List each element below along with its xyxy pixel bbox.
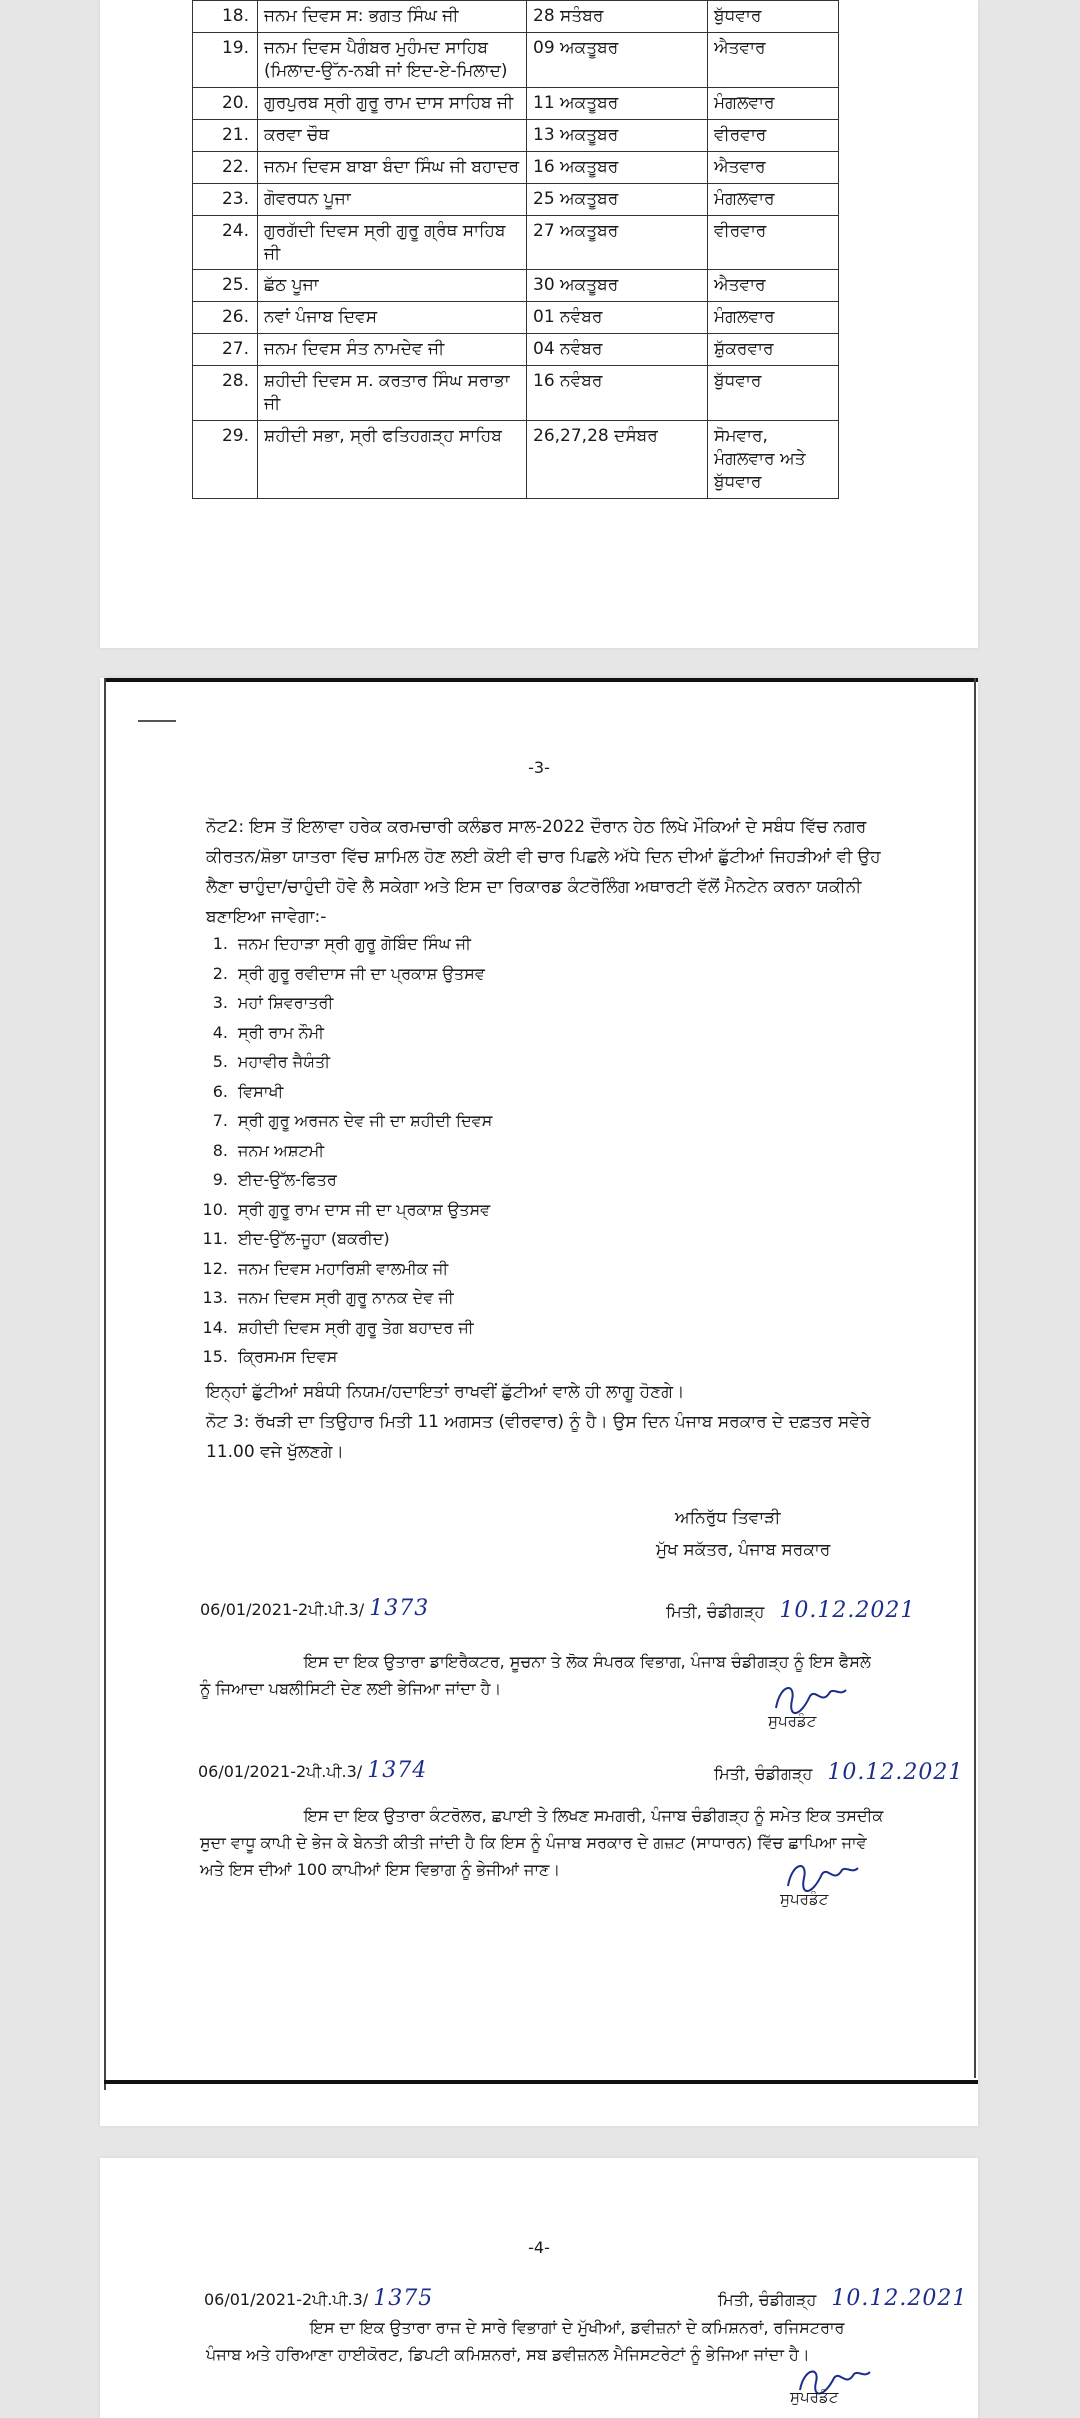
table-row <box>193 334 839 366</box>
date-handwritten: 10.12.2021 <box>827 1760 964 1785</box>
list-item <box>202 1313 492 1343</box>
ref-number-prefix: 06/01/2021-2ਪੀ.ਪੀ.3/ <box>198 1762 363 1781</box>
table-row <box>193 270 839 302</box>
ref-number-handwritten: 1374 <box>367 1758 428 1783</box>
list-item-text: ਸ੍ਰੀ ਰਾਮ ਨੌਮੀ <box>238 1022 324 1042</box>
list-item-number: 4. <box>212 1022 228 1042</box>
table-row <box>193 151 839 183</box>
ref-number-handwritten: 1373 <box>369 1596 430 1621</box>
list-item <box>202 1136 492 1166</box>
list-item-text: ਸ੍ਰੀ ਗੁਰੂ ਅਰਜਨ ਦੇਵ ਜੀ ਦਾ ਸ਼ਹੀਦੀ ਦਿਵਸ <box>238 1111 493 1130</box>
list-item-text: ਕ੍ਰਿਸਮਸ ਦਿਵਸ <box>238 1347 338 1366</box>
rules-line: ਇਨ੍ਹਾਂ ਛੁੱਟੀਆਂ ਸਬੰਧੀ ਨਿਯਮ/ਹਦਾਇਤਾਂ ਰਾਖਵੀਂ ਛੁੱਟੀਆਂ ਵਾਲੇ ਹੀ ਲਾਗੂ ਹੋਣਗੇ। <box>206 1382 685 1402</box>
holiday-weekday: ਮੰਗਲਵਾਰ <box>708 183 839 215</box>
holiday-weekday: ਵੀਰਵਾਰ <box>708 119 839 151</box>
date-handwritten: 10.12.2021 <box>779 1598 916 1623</box>
holiday-weekday: ਬੁੱਧਵਾਰ <box>708 1 839 33</box>
holiday-name: ਸ਼ਹੀਦੀ ਸਭਾ, ਸ੍ਰੀ ਫਤਿਹਗੜ੍ਹ ਸਾਹਿਬ <box>258 421 527 499</box>
endorsement-2-superintendent: ਸੁਪਰਡੰਟ <box>780 1890 829 1908</box>
holiday-name: ਜਨਮ ਦਿਵਸ ਪੈਗੰਬਰ ਮੁਹੰਮਦ ਸਾਹਿਬ (ਮਿਲਾਦ-ਉੱਨ-ਨਬੀ ਜਾਂ ਇਦ-ਏ-ਮਿਲਾਦ) <box>258 32 527 87</box>
endorsement-2-ref <box>198 1758 427 1783</box>
list-item-text: ਮਹਾਵੀਰ ਜੈਯੰਤੀ <box>238 1052 331 1071</box>
list-item <box>202 1283 492 1313</box>
holiday-date: 25 ਅਕਤੂਬਰ <box>527 183 708 215</box>
holiday-date: 11 ਅਕਤੂਬਰ <box>527 87 708 119</box>
list-item <box>202 1106 492 1136</box>
list-item-number: 9. <box>212 1170 228 1189</box>
holiday-weekday: ਵੀਰਵਾਰ <box>708 215 839 270</box>
list-item-text: ਈਦ-ਉੱਲ-ਫਿਤਰ <box>238 1170 337 1189</box>
holiday-weekday: ਸ਼ੁੱਕਰਵਾਰ <box>708 334 839 366</box>
endorsement-3-superintendent: ਸੁਪਰਡੰਟ <box>790 2388 839 2406</box>
row-number: 18. <box>193 1 258 33</box>
holiday-name: ਜਨਮ ਦਿਵਸ ਸ: ਭਗਤ ਸਿੰਘ ਜੀ <box>258 1 527 33</box>
signatory-title: ਮੁੱਖ ਸਕੱਤਰ, ਪੰਜਾਬ ਸਰਕਾਰ <box>656 1540 831 1560</box>
row-number: 28. <box>193 366 258 421</box>
holiday-name: ਜਨਮ ਦਿਵਸ ਬਾਬਾ ਬੰਦਾ ਸਿੰਘ ਜੀ ਬਹਾਦਰ <box>258 151 527 183</box>
list-item <box>202 1165 492 1195</box>
holiday-name: ਛੱਠ ਪੂਜਾ <box>258 270 527 302</box>
endorsement-1-text: ਇਸ ਦਾ ਇਕ ਉਤਾਰਾ ਡਾਇਰੈਕਟਰ, ਸੂਚਨਾ ਤੇ ਲੋਕ ਸੰਪਰਕ ਵਿਭਾਗ, ਪੰਜਾਬ ਚੰਡੀਗੜ੍ਹ ਨੂੰ ਇਸ ਫੈਸਲੇ ਨੂੰ ਜਿਆਦਾ ਪਬਲੀਸਿਟੀ ਦੇਣ ਲਈ ਭੇਜਿਆ ਜਾਂਦਾ ਹੈ। <box>200 1652 871 1698</box>
holiday-date: 01 ਨਵੰਬਰ <box>527 302 708 334</box>
page-border-top <box>104 678 978 682</box>
row-number: 24. <box>193 215 258 270</box>
holiday-weekday: ਐਤਵਾਰ <box>708 32 839 87</box>
list-item-text: ਜਨਮ ਦਿਵਸ ਸ੍ਰੀ ਗੁਰੂ ਨਾਨਕ ਦੇਵ ਜੀ <box>238 1288 454 1307</box>
list-item-text: ਸ੍ਰੀ ਗੁਰੂ ਰਵੀਦਾਸ ਜੀ ਦਾ ਪ੍ਰਕਾਸ਼ ਉਤਸਵ <box>238 963 485 983</box>
holiday-weekday: ਐਤਵਾਰ <box>708 270 839 302</box>
row-number: 23. <box>193 183 258 215</box>
list-item <box>202 929 492 959</box>
table-row <box>193 366 839 421</box>
ref-number-prefix: 06/01/2021-2ਪੀ.ਪੀ.3/ <box>200 1600 365 1619</box>
list-item-number: 13. <box>202 1288 228 1307</box>
table-row <box>193 119 839 151</box>
document-page-4 <box>100 2158 978 2418</box>
endorsement-1-date <box>666 1598 915 1623</box>
page-number: -4- <box>528 2238 550 2257</box>
list-item-text: ਜਨਮ ਅਸ਼ਟਮੀ <box>238 1140 325 1160</box>
list-item <box>202 1342 492 1372</box>
list-item-number: 7. <box>212 1111 228 1130</box>
list-item-number: 8. <box>212 1140 228 1160</box>
holiday-date: 04 ਨਵੰਬਰ <box>527 334 708 366</box>
list-item-text: ਵਿਸਾਖੀ <box>238 1081 284 1101</box>
holiday-name: ਗੋਵਰਧਨ ਪੂਜਾ <box>258 183 527 215</box>
holiday-date: 27 ਅਕਤੂਬਰ <box>527 215 708 270</box>
table-row <box>193 215 839 270</box>
holiday-weekday: ਐਤਵਾਰ <box>708 151 839 183</box>
holiday-weekday: ਮੰਗਲਵਾਰ <box>708 87 839 119</box>
row-number: 22. <box>193 151 258 183</box>
holiday-weekday: ਬੁੱਧਵਾਰ <box>708 366 839 421</box>
holiday-name: ਕਰਵਾ ਚੌਥ <box>258 119 527 151</box>
list-item-text: ਈਦ-ਉੱਲ-ਜੂਹਾ (ਬਕਰੀਦ) <box>238 1229 390 1248</box>
endorsement-3-ref <box>204 2286 433 2311</box>
list-item <box>202 1195 492 1225</box>
row-number: 27. <box>193 334 258 366</box>
list-item-text: ਜਨਮ ਦਿਹਾੜਾ ਸ੍ਰੀ ਗੁਰੂ ਗੋਬਿੰਦ ਸਿੰਘ ਜੀ <box>238 934 471 953</box>
page-border-left <box>104 678 106 2090</box>
list-item-number: 11. <box>202 1229 228 1248</box>
list-item <box>202 1047 492 1077</box>
holiday-name: ਗੁਰਪੁਰਬ ਸ੍ਰੀ ਗੁਰੂ ਰਾਮ ਦਾਸ ਸਾਹਿਬ ਜੀ <box>258 87 527 119</box>
list-item-number: 15. <box>202 1347 228 1366</box>
table-row <box>193 302 839 334</box>
holiday-date: 09 ਅਕਤੂਬਰ <box>527 32 708 87</box>
holiday-table <box>192 0 839 499</box>
row-number: 20. <box>193 87 258 119</box>
table-row <box>193 87 839 119</box>
holiday-name: ਗੁਰਗੱਦੀ ਦਿਵਸ ਸ੍ਰੀ ਗੁਰੂ ਗ੍ਰੰਥ ਸਾਹਿਬ ਜੀ <box>258 215 527 270</box>
list-item-number: 14. <box>202 1317 228 1337</box>
holiday-date: 26,27,28 ਦਸੰਬਰ <box>527 421 708 499</box>
row-number: 21. <box>193 119 258 151</box>
row-number: 26. <box>193 302 258 334</box>
list-item <box>202 1224 492 1254</box>
list-item-text: ਜਨਮ ਦਿਵਸ ਮਹਾਰਿਸ਼ੀ ਵਾਲਮੀਕ ਜੀ <box>238 1258 449 1278</box>
list-item-number: 3. <box>212 993 228 1012</box>
page-border-bottom <box>104 2080 978 2084</box>
scan-mark <box>138 720 176 722</box>
list-item-number: 1. <box>212 934 228 953</box>
list-item <box>202 1018 492 1048</box>
row-number: 25. <box>193 270 258 302</box>
holiday-name: ਜਨਮ ਦਿਵਸ ਸੰਤ ਨਾਮਦੇਵ ਜੀ <box>258 334 527 366</box>
table-row <box>193 183 839 215</box>
signatory-name: ਅਨਿਰੁੱਧ ਤਿਵਾੜੀ <box>675 1508 781 1528</box>
date-place: ਮਿਤੀ, ਚੰਡੀਗੜ੍ਹ <box>718 2290 817 2309</box>
date-handwritten: 10.12.2021 <box>831 2286 968 2311</box>
holiday-date: 28 ਸਤੰਬਰ <box>527 1 708 33</box>
holiday-weekday: ਮੰਗਲਵਾਰ <box>708 302 839 334</box>
holiday-name: ਸ਼ਹੀਦੀ ਦਿਵਸ ਸ. ਕਰਤਾਰ ਸਿੰਘ ਸਰਾਭਾ ਜੀ <box>258 366 527 421</box>
table-row <box>193 421 839 499</box>
page-border-right <box>974 678 976 2078</box>
holiday-date: 16 ਅਕਤੂਬਰ <box>527 151 708 183</box>
list-item-text: ਸ਼ਹੀਦੀ ਦਿਵਸ ਸ੍ਰੀ ਗੁਰੂ ਤੇਗ ਬਹਾਦਰ ਜੀ <box>238 1317 474 1337</box>
ref-number-prefix: 06/01/2021-2ਪੀ.ਪੀ.3/ <box>204 2290 369 2309</box>
endorsement-3-text: ਇਸ ਦਾ ਇਕ ਉਤਾਰਾ ਰਾਜ ਦੇ ਸਾਰੇ ਵਿਭਾਗਾਂ ਦੇ ਮੁੱਖੀਆਂ, ਡਵੀਜ਼ਨਾਂ ਦੇ ਕਮਿਸ਼ਨਰਾਂ, ਰਜਿਸਟਰਾਰ ਪੰਜਾਬ ਅਤੇ ਹਰਿਆਣਾ ਹਾਈਕੋਰਟ, ਡਿਪਟੀ ਕਮਿਸ਼ਨਰਾਂ, ਸਬ ਡਵੀਜ਼ਨਲ ਮੈਜਿਸਟਰੇਟਾਂ ਨੂੰ ਭੇਜਿਆ ਜਾਂਦਾ ਹੈ। <box>206 2318 845 2364</box>
list-item <box>202 1077 492 1107</box>
list-item-number: 6. <box>212 1081 228 1101</box>
page-number: -3- <box>528 758 550 777</box>
note-2-paragraph: ਨੋਟ2: ਇਸ ਤੋਂ ਇਲਾਵਾ ਹਰੇਕ ਕਰਮਚਾਰੀ ਕਲੰਡਰ ਸਾਲ-2022 ਦੌਰਾਨ ਹੇਠ ਲਿਖੇ ਮੌਕਿਆਂ ਦੇ ਸਬੰਧ ਵਿੱਚ ਨਗਰ ਕੀਰਤਨ/ਸ਼ੋਭਾ ਯਾਤਰਾ ਵਿੱਚ ਸ਼ਾਮਿਲ ਹੋਣ ਲਈ ਕੋਈ ਵੀ ਚਾਰ ਪਿਛਲੇ ਅੱਧੇ ਦਿਨ ਦੀਆਂ ਛੁੱਟੀਆਂ ਜਿਹੜੀਆਂ ਵੀ ਉਹ ਲੈਣਾ ਚਾਹੁੰਦਾ/ਚਾਹੁੰਦੀ ਹੋਵੇ ਲੈ ਸਕੇਗਾ ਅਤੇ ਇਸ ਦਾ ਰਿਕਾਰਡ ਕੰਟਰੋਲਿੰਗ ਅਥਾਰਟੀ ਵੱਲੋਂ ਮੈਨਟੇਨ ਕਰਨਾ ਯਕੀਨੀ ਬਣਾਇਆ ਜਾਵੇਗਾ:- <box>206 817 881 927</box>
endorsement-2-date <box>714 1760 963 1785</box>
document-page-3 <box>100 678 978 2126</box>
row-number: 19. <box>193 32 258 87</box>
note-3-paragraph: ਨੋਟ 3: ਰੱਖੜੀ ਦਾ ਤਿਉਹਾਰ ਮਿਤੀ 11 ਅਗਸਤ (ਵੀਰਵਾਰ) ਨੂੰ ਹੈ। ਉਸ ਦਿਨ ਪੰਜਾਬ ਸਰਕਾਰ ਦੇ ਦਫ਼ਤਰ ਸਵੇਰੇ 11.00 ਵਜੇ ਖੁੱਲਣਗੇ। <box>206 1412 871 1462</box>
occasion-list <box>202 929 492 1372</box>
date-place: ਮਿਤੀ, ਚੰਡੀਗੜ੍ਹ <box>714 1764 813 1783</box>
list-item-number: 2. <box>212 963 228 983</box>
holiday-weekday: ਸੋਮਵਾਰ, ਮੰਗਲਵਾਰ ਅਤੇ ਬੁੱਧਵਾਰ <box>708 421 839 499</box>
table-row <box>193 32 839 87</box>
list-item-number: 10. <box>202 1199 228 1219</box>
endorsement-2-text: ਇਸ ਦਾ ਇਕ ਉਤਾਰਾ ਕੰਟਰੋਲਰ, ਛਪਾਈ ਤੇ ਲਿਖਣ ਸਮਗਰੀ, ਪੰਜਾਬ ਚੰਡੀਗੜ੍ਹ ਨੂੰ ਸਮੇਤ ਇਕ ਤਸਦੀਕ ਸੁਦਾ ਵਾਧੂ ਕਾਪੀ ਦੇ ਭੇਜ ਕੇ ਬੇਨਤੀ ਕੀਤੀ ਜਾਂਦੀ ਹੈ ਕਿ ਇਸ ਨੂੰ ਪੰਜਾਬ ਸਰਕਾਰ ਦੇ ਗਜ਼ਟ (ਸਾਧਾਰਨ) ਵਿੱਚ ਛਾਪਿਆ ਜਾਵੇ ਅਤੇ ਇਸ ਦੀਆਂ 100 ਕਾਪੀਆਂ ਇਸ ਵਿਭਾਗ ਨੂੰ ਭੇਜੀਆਂ ਜਾਣ। <box>200 1806 884 1879</box>
list-item <box>202 959 492 989</box>
holiday-date: 16 ਨਵੰਬਰ <box>527 366 708 421</box>
list-item-text: ਸ੍ਰੀ ਗੁਰੂ ਰਾਮ ਦਾਸ ਜੀ ਦਾ ਪ੍ਰਕਾਸ਼ ਉਤਸਵ <box>238 1199 491 1219</box>
ref-number-handwritten: 1375 <box>373 2286 434 2311</box>
list-item <box>202 1254 492 1284</box>
holiday-name: ਨਵਾਂ ਪੰਜਾਬ ਦਿਵਸ <box>258 302 527 334</box>
endorsement-1-ref <box>200 1596 429 1621</box>
list-item-text: ਮਹਾਂ ਸ਼ਿਵਰਾਤਰੀ <box>238 993 334 1012</box>
list-item-number: 12. <box>202 1258 228 1278</box>
document-page-2 <box>100 0 978 648</box>
endorsement-3-date <box>718 2286 967 2311</box>
list-item-number: 5. <box>212 1052 228 1071</box>
date-place: ਮਿਤੀ, ਚੰਡੀਗੜ੍ਹ <box>666 1602 765 1621</box>
holiday-date: 30 ਅਕਤੂਬਰ <box>527 270 708 302</box>
table-row <box>193 1 839 33</box>
row-number: 29. <box>193 421 258 499</box>
holiday-date: 13 ਅਕਤੂਬਰ <box>527 119 708 151</box>
list-item <box>202 988 492 1018</box>
endorsement-1-superintendent: ਸੁਪਰਡੰਟ <box>768 1712 817 1730</box>
